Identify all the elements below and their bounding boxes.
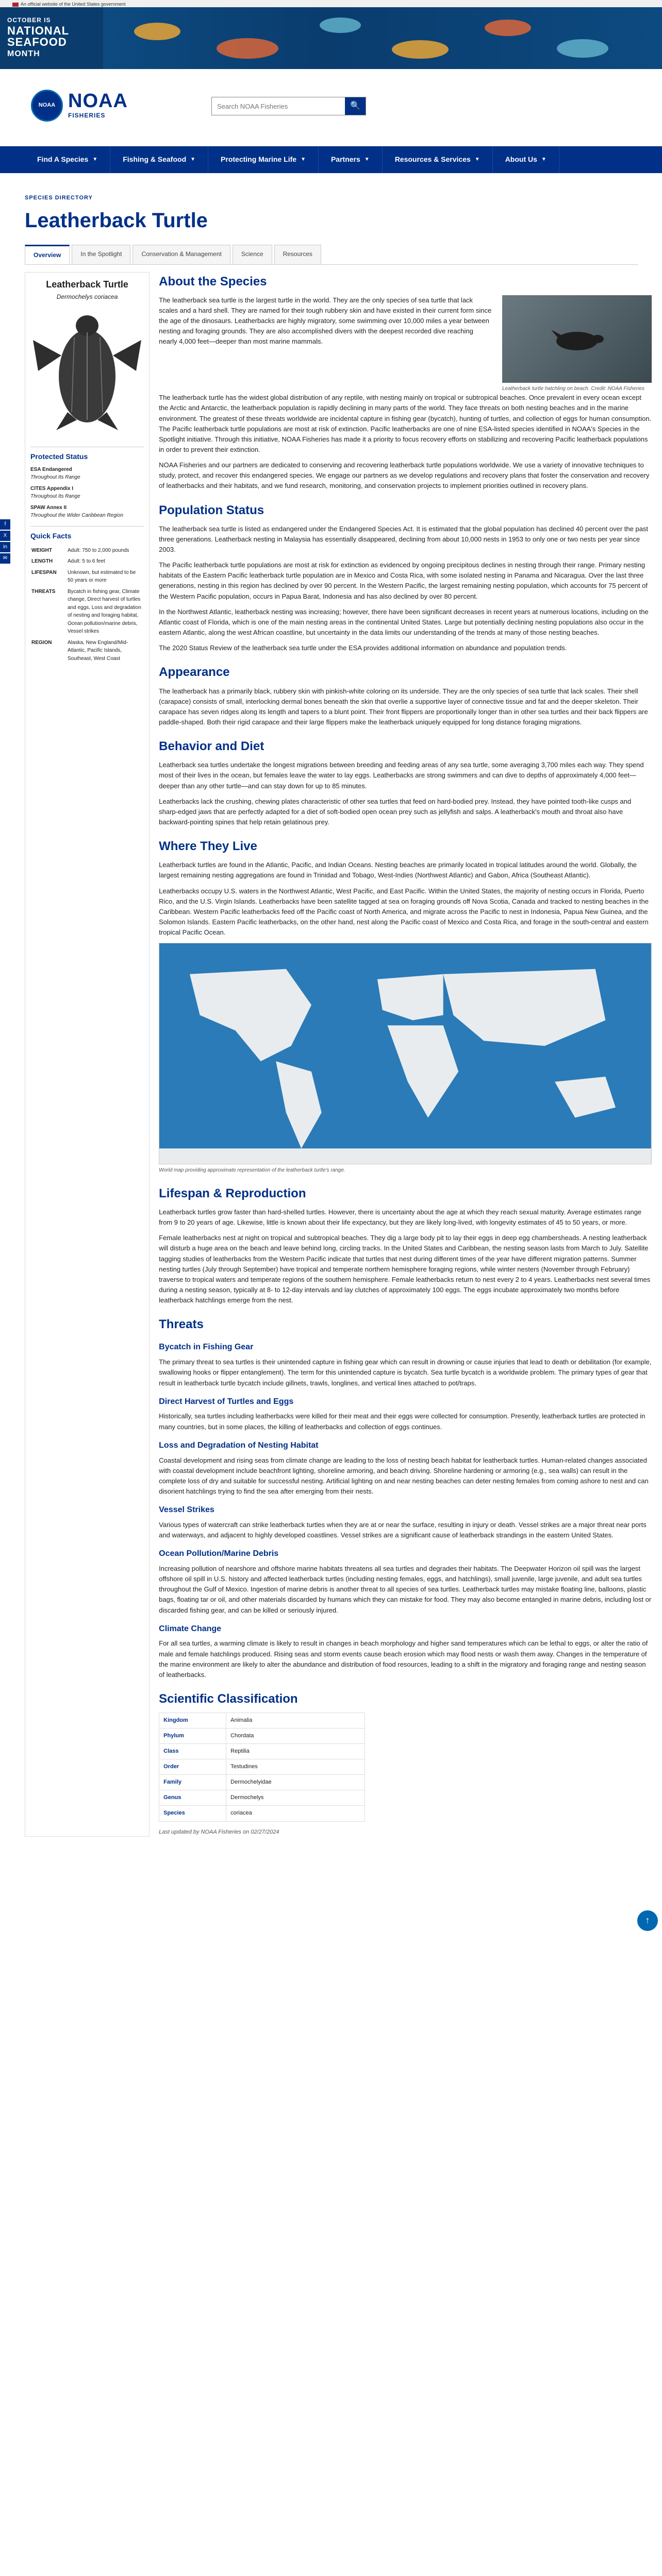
- map-caption: World map providing approximate representation of the leatherback turtle's range.: [159, 1167, 345, 1174]
- behavior-p1: Leatherback sea turtles undertake the longest migrations between breeding and feeding areas of any sea turtle, some averaging 3,700 miles each way. They spend most of their lives in the ocean, but females leave the water to lay eggs. Leatherbacks are strong swimmers and can dive to depths of approximately 4,000 feet—deeper than any other turtle—and can stay down for up to 85 minutes.: [159, 761, 644, 790]
- search-input[interactable]: [212, 97, 345, 115]
- population-p4: The 2020 Status Review of the leatherback sea turtle under the ESA provides additional information on abundance and population trends.: [159, 644, 567, 652]
- chevron-down-icon: ▼: [92, 157, 98, 163]
- chevron-down-icon: ▼: [474, 157, 480, 163]
- tab-bar: [25, 245, 638, 265]
- protected-status-title: Protected Status: [30, 447, 144, 463]
- quick-facts-title: Quick Facts: [30, 526, 144, 542]
- table-row: Kingdom Animalia: [159, 1713, 365, 1728]
- appearance-heading: Appearance: [159, 665, 230, 680]
- chevron-down-icon: ▼: [301, 157, 306, 163]
- fish-illustration: [103, 7, 662, 69]
- promo-line2: SEAFOOD: [7, 35, 67, 48]
- hatchling-figure: [502, 295, 652, 393]
- chevron-down-icon: ▼: [190, 157, 196, 163]
- site-header: [0, 69, 662, 146]
- where-heading: Where They Live: [159, 839, 257, 854]
- scientific-name: Dermochelys coriacea: [56, 293, 118, 300]
- facebook-icon[interactable]: f: [0, 519, 10, 530]
- noaa-logo[interactable]: [31, 90, 128, 122]
- search-icon[interactable]: 🔍: [345, 97, 366, 115]
- lifespan-heading: Lifespan & Reproduction: [159, 1186, 306, 1200]
- lifespan-p2: Female leatherbacks nest at night on tropical and subtropical beaches. They dig a large body pit to lay their eggs in deep egg chambersheads. A nesting leatherback will disturb a huge area on the beach and leave behind long, circling tracks. In the United States and Caribbean, the nesting season lasts from March to July. Satellite tagging studies of leatherbacks from the Western Pacific indicate that turtles that nest during different times of the year have different migration patterns. Summer nesting turtles (July through September) have tropical and temperate northern hemisphere foraging regions, while winter nesters (November through February) traverse to tropical waters and temperate regions of the southern hemisphere. Female leatherbacks return to nest every 2 to 4 years. Leatherbacks nest several times during a nesting season, typically at 8- to 12-day intervals and lay clutches of approximately 100 eggs. The eggs incubate approximately two months before leatherback hatchlings emerge from the nest.: [159, 1234, 651, 1304]
- threat-text: Increasing pollution of nearshore and offshore marine habitats threatens all sea turtles and degrades their habitats. The Deepwater Horizon oil spill was the largest offshore oil spill in U.S. history and affected leatherback turtles (including nesting females, eggs, and hatchlings), small juvenile, large juvenile, and adult sea turtles throughout the Gulf of Mexico. Ingestion of marine debris is another threat to all species of sea turtles. Leatherback turtles may mistake floating line, balloons, plastic bags, floating tar or oil, and other materials discarded by humans which they can mistake for food. They may also become entangled in marine debris, including lost or discarded fishing gear, and can be killed or seriously injured.: [159, 1564, 652, 1614]
- nav-protecting-marine-life[interactable]: Protecting Marine Life ▼: [208, 146, 319, 173]
- threat-text: Historically, sea turtles including leatherbacks were killed for their meat and their eggs were collected for consumption. Presently, leatherback turtles are protected in many countries, but in some places, the killing of leatherbacks and collection of eggs continues.: [159, 1412, 646, 1431]
- tab-resources[interactable]: Resources: [274, 245, 321, 264]
- table-row: Order Testudines: [159, 1759, 365, 1775]
- lifespan-p1: Leatherback turtles grow faster than hard-shelled turtles. However, there is uncertainty about the age at which they reach sexual maturity. Average estimates range from 9 to 20 years of age. Likewise, little is known about their life expectancy, but they are likely long-lived, with longevity estimates of 45 to 50 years, or more.: [159, 1208, 642, 1227]
- tab-conservation[interactable]: Conservation & Management: [133, 245, 230, 264]
- chevron-down-icon: ▼: [541, 157, 547, 163]
- main-nav: [0, 146, 662, 173]
- tab-science[interactable]: Science: [233, 245, 272, 264]
- threat-title: Climate Change: [159, 1624, 222, 1633]
- chevron-down-icon: ▼: [364, 157, 370, 163]
- hatchling-photo[interactable]: [502, 295, 652, 383]
- protected-status-item: SPAW Annex II Throughout the Wider Caribbean Region: [30, 504, 124, 519]
- about-p3: NOAA Fisheries and our partners are dedicated to conserving and recovering leatherback turtle populations worldwide. We use a variety of innovative techniques to study, protect, and recover this endangered species. We engage our partners as we develop regulations and recovery plans that foster the conservation and recovery of leatherbacks and their habitats, and we fund research, monitoring, and conservation projects to implement priorities outlined in recovery plans.: [159, 461, 650, 490]
- species-sidebar: [25, 272, 150, 1837]
- fact-row: LENGTH Adult: 5 to 6 feet: [31, 558, 105, 564]
- population-p2: The Pacific leatherback turtle populations are most at risk for extinction as evidenced by ongoing precipitous declines in nesting through their range. Primary nesting habitats of the Eastern Pacific leatherback turtle population are in Mexico and Costa Rica, with some isolated nesting in Panama and Nicaragua. Over the last three generations, nesting in this region has declined by over 90 percent. In the Western Pacific, the largest remaining nesting population, which accounts for 75 percent of the Western Pacific population, occurs in Papua Barat, Indonesia and has also declined by over 80 percent.: [159, 561, 648, 600]
- nav-resources[interactable]: Resources & Services ▼: [383, 146, 493, 173]
- search-box: [211, 97, 366, 115]
- tab-spotlight[interactable]: In the Spotlight: [72, 245, 130, 264]
- nav-fishing-seafood[interactable]: Fishing & Seafood ▼: [110, 146, 208, 173]
- back-to-top-icon[interactable]: ↑: [637, 1910, 658, 1931]
- tab-overview[interactable]: Overview: [25, 245, 70, 264]
- threat-title: Direct Harvest of Turtles and Eggs: [159, 1397, 294, 1406]
- main-content: [159, 272, 662, 1837]
- protected-status-item: ESA Endangered Throughout Its Range: [30, 466, 80, 481]
- protected-status-item: CITES Appendix I Throughout Its Range: [30, 485, 80, 500]
- table-row: Phylum Chordata: [159, 1728, 365, 1744]
- threat-text: Various types of watercraft can strike leatherback turtles when they are at or near the surface, resulting in injury or death. Vessel strikes are a major threat near ports and waterways, and adjacent to highly developed coastlines. Vessel strikes are a significant cause of leatherback strandings in the eastern United States.: [159, 1520, 647, 1539]
- table-row: Species coriacea: [159, 1806, 365, 1821]
- threats-heading: Threats: [159, 1317, 204, 1332]
- promo-line0: OCTOBER IS: [7, 16, 51, 24]
- noaa-seal-icon: NOAA: [31, 90, 63, 122]
- threat-title: Bycatch in Fishing Gear: [159, 1343, 254, 1352]
- where-p2: Leatherbacks occupy U.S. waters in the Northwest Atlantic, West Pacific, and East Pacific. Within the United States, the majority of nesting occurs in Florida, Puerto Rico, and the U.S. Virgin Islands. Leatherbacks have been satellite tagged at sea on foraging grounds off Nova Scotia, Canada and tracked to nesting beaches in the Caribbean. Western Pacific leatherbacks feed off the Pacific coast of North America, and migrate across the Pacific to nest in Indonesia, Papua New Guinea, and the Solomon Islands. Eastern Pacific leatherbacks, on the other hand, nest along the Pacific coast of Mexico and Costa Rica, and forage in the south-central and eastern tropical Pacific Ocean.: [159, 887, 649, 937]
- x-icon[interactable]: X: [0, 531, 10, 541]
- population-p1: The leatherback sea turtle is listed as endangered under the Endangered Species Act. It is estimated that the global population has declined 40 percent over the past three generations. Leatherback nesting in Malaysia has essentially disappeared, declining from about 10,000 nests in 1953 to only one or two nests per year since 2003.: [159, 524, 649, 554]
- about-heading: About the Species: [159, 274, 267, 289]
- about-p1: The leatherback sea turtle is the largest turtle in the world. They are the only species of sea turtle that lack scales and a hard shell. They are named for their tough rubbery skin and have existed in their current form since the age of the dinosaurs. Leatherbacks are highly migratory, some swimming over 10,000 miles a year between nesting and foraging grounds. They are also accomplished divers with the deepest recorded dive reaching nearly 4,000 feet—deeper than most marine mammals.: [159, 296, 492, 346]
- threat-text: For all sea turtles, a warming climate is likely to result in changes in beach morphology and higher sand temperatures which can be lethal to eggs, or alter the ratio of male and female hatchlings produced. Rising seas and storm events cause beach erosion which may flood nests or wash them away. Changes in the temperature of the marine environment are likely to alter the abundance and distribution of food resources, leading to a shift in the migratory and foraging range and nesting season of leatherbacks.: [159, 1639, 648, 1679]
- nav-find-species[interactable]: Find A Species ▼: [25, 146, 110, 173]
- last-updated: Last updated by NOAA Fisheries on 02/27/2024: [159, 1828, 279, 1835]
- appearance-p1: The leatherback has a primarily black, rubbery skin with pinkish-white coloring on its underside. They are the only species of sea turtle that lack scales. Their shell (carapace) consists of small, interlocking dermal bones beneath the skin that overlie a supportive layer of connective tissue and fat and the deeper skeleton. Their carapace has seven ridges along its length and tapers to a blunt point. Their front flippers are proportionally longer than in other sea turtles and their back flippers are paddle-shaped. Both their rigid carapace and their large flippers make the leatherback uniquely equipped for long distance foraging migrations.: [159, 687, 648, 726]
- behavior-heading: Behavior and Diet: [159, 739, 264, 754]
- gov-banner-text: An official website of the United States government: [21, 2, 126, 7]
- seafood-month-banner[interactable]: [0, 7, 662, 69]
- table-row: Family Dermochelyidae: [159, 1775, 365, 1790]
- hatchling-caption: Leatherback turtle hatchling on beach. Credit: NOAA Fisheries: [502, 385, 644, 392]
- share-bar: [0, 519, 10, 565]
- page-title: Leatherback Turtle: [25, 209, 208, 232]
- breadcrumb[interactable]: SPECIES DIRECTORY: [25, 195, 93, 201]
- threat-title: Vessel Strikes: [159, 1505, 214, 1515]
- logo-name: NOAA: [68, 90, 128, 112]
- promo-line1: NATIONAL: [7, 24, 70, 37]
- threat-text: Coastal development and rising seas from climate change are leading to the loss of nesting beach habitat for leatherback turtles. Human-related changes associated with coastal development include beachfront lighting, shoreline armoring, and beach driving. Shoreline hardening or armoring (e.g., sea walls) can result in the complete loss of dry and suitable for successful nesting. Artificial lighting on and near nesting beaches can deter nesting females from coming ashore to nest and can disorient hatchlings trying to find the sea after emerging from their nests.: [159, 1456, 649, 1495]
- classification-table: [159, 1713, 365, 1821]
- fact-row: LIFESPAN Unknown, but estimated to be 50 years or more: [31, 569, 136, 583]
- promo-text: [7, 15, 100, 60]
- classification-heading: Scientific Classification: [159, 1692, 298, 1706]
- range-map[interactable]: [159, 943, 652, 1164]
- table-row: Class Reptilia: [159, 1744, 365, 1759]
- population-heading: Population Status: [159, 503, 264, 517]
- linkedin-icon[interactable]: in: [0, 542, 10, 552]
- nav-about-us[interactable]: About Us ▼: [493, 146, 559, 173]
- about-p2: The leatherback turtle has the widest global distribution of any reptile, with nesting mainly on tropical or subtropical beaches. Once prevalent in every ocean except the Arctic and Antarctic, the leatherback population is rapidly declining in many parts of the world. They face threats on both nesting beaches and in the marine environment. The greatest of these threats worldwide are incidental capture in fishing gear (bycatch), hunting of turtles, and collection of eggs for human consumption. The Pacific leatherback turtle populations are most at risk of extinction. Pacific leatherbacks are one of nine ESA-listed species identified in NOAA's Species in the Spotlight initiative. Through this initiative, NOAA Fisheries has made it a priority to focus recovery efforts on stabilizing and recovering Pacific leatherback populations in order to prevent their extinction.: [159, 394, 652, 454]
- us-flag-icon: [12, 3, 19, 7]
- threat-title: Loss and Degradation of Nesting Habitat: [159, 1440, 319, 1450]
- gov-banner: [0, 0, 662, 7]
- fact-row: THREATS Bycatch in fishing gear, Climate change, Direct harvest of turtles and eggs, Loss and degradation of nesting and foraging habitat, Ocean pollution/marine debris, Vessel strikes: [31, 588, 141, 634]
- fact-row: WEIGHT Adult: 750 to 2,000 pounds: [31, 547, 129, 553]
- threat-title: Ocean Pollution/Marine Debris: [159, 1549, 279, 1558]
- species-name: Leatherback Turtle: [46, 279, 128, 290]
- where-p1: Leatherback turtles are found in the Atlantic, Pacific, and Indian Oceans. Nesting beaches are primarily located in tropical latitudes around the world. Globally, the largest remaining nesting aggregations are found in Trinidad and Tobago, West-Indies (Northwest Atlantic) and Gabon, Africa (Southeast Atlantic).: [159, 861, 637, 879]
- threat-text: The primary threat to sea turtles is their unintended capture in fishing gear which can result in drowning or cause injuries that lead to death or debilitation (for example, swallowing hooks or flipper entanglement). The term for this unintended capture is bycatch. Sea turtle bycatch is a worldwide problem. The primary types of gear that result in leatherback turtle bycatch include gillnets, trawls, longlines, and vertical lines attached to pot/traps.: [159, 1358, 652, 1387]
- behavior-p2: Leatherbacks lack the crushing, chewing plates characteristic of other sea turtles that feed on hard-bodied prey. Instead, they have pointed tooth-like cusps and sharp-edged jaws that are perfectly adapted for a diet of soft-bodied open ocean prey such as jellyfish and salps. A leatherback's mouth and throat also have backward-pointing spines that help retain gelatinous prey.: [159, 797, 632, 826]
- nav-partners[interactable]: Partners ▼: [319, 146, 383, 173]
- turtle-illustration: [30, 307, 144, 440]
- email-icon[interactable]: ✉: [0, 553, 10, 564]
- logo-sub: FISHERIES: [68, 111, 106, 119]
- population-p3: In the Northwest Atlantic, leatherback nesting was increasing; however, there have been significant decreases in recent years at numerous locations, including on the Atlantic coast of Florida, which is one of the main nesting areas in the continental United States. Large but potentially declining nesting populations also occur in the eastern Atlantic, along the west African coastline, but uncertainty in the data limits our understanding of the trends at many of those nesting beaches.: [159, 607, 649, 637]
- table-row: Genus Dermochelys: [159, 1790, 365, 1806]
- fact-row: REGION Alaska, New England/Mid-Atlantic, Pacific Islands, Southeast, West Coast: [31, 639, 128, 662]
- promo-line3: MONTH: [7, 49, 40, 58]
- quick-facts-table: [30, 545, 144, 665]
